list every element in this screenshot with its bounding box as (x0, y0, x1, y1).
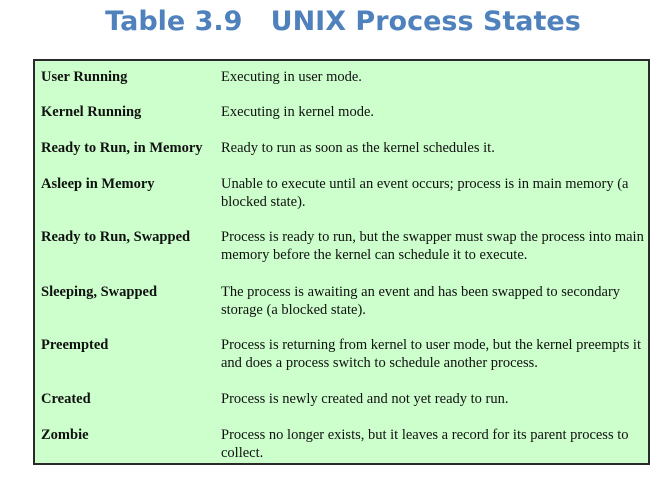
state-description: Executing in kernel mode. (221, 104, 375, 120)
state-description: Process is returning from kernel to user mode, but the kernel preempts it and does a process switch to schedule another process. (221, 337, 641, 371)
state-description: The process is awaiting an event and has been swapped to secondary storage (a blocked state). (221, 284, 621, 318)
state-name: User Running (41, 69, 128, 85)
state-description: Ready to run as soon as the kernel schedules it. (221, 140, 495, 156)
table-title: Table 3.9 UNIX Process States (105, 6, 581, 37)
state-description: Executing in user mode. (221, 69, 362, 85)
state-name: Asleep in Memory (41, 176, 155, 192)
state-name: Ready to Run, in Memory (41, 140, 203, 156)
state-name: Kernel Running (41, 104, 142, 120)
state-name: Preempted (41, 337, 109, 353)
state-name: Sleeping, Swapped (41, 284, 158, 300)
state-name: Created (41, 391, 91, 407)
state-name: Ready to Run, Swapped (41, 229, 191, 245)
state-name: Zombie (41, 427, 89, 443)
state-description: Process no longer exists, but it leaves a record for its parent process to collect. (221, 427, 629, 461)
state-description: Process is ready to run, but the swapper must swap the process into main memory before the kernel can schedule it to execute. (221, 229, 644, 263)
state-description: Process is newly created and not yet ready to run. (221, 391, 509, 407)
process-states-table (33, 59, 650, 465)
state-description: Unable to execute until an event occurs; process is in main memory (a blocked state). (221, 176, 629, 210)
